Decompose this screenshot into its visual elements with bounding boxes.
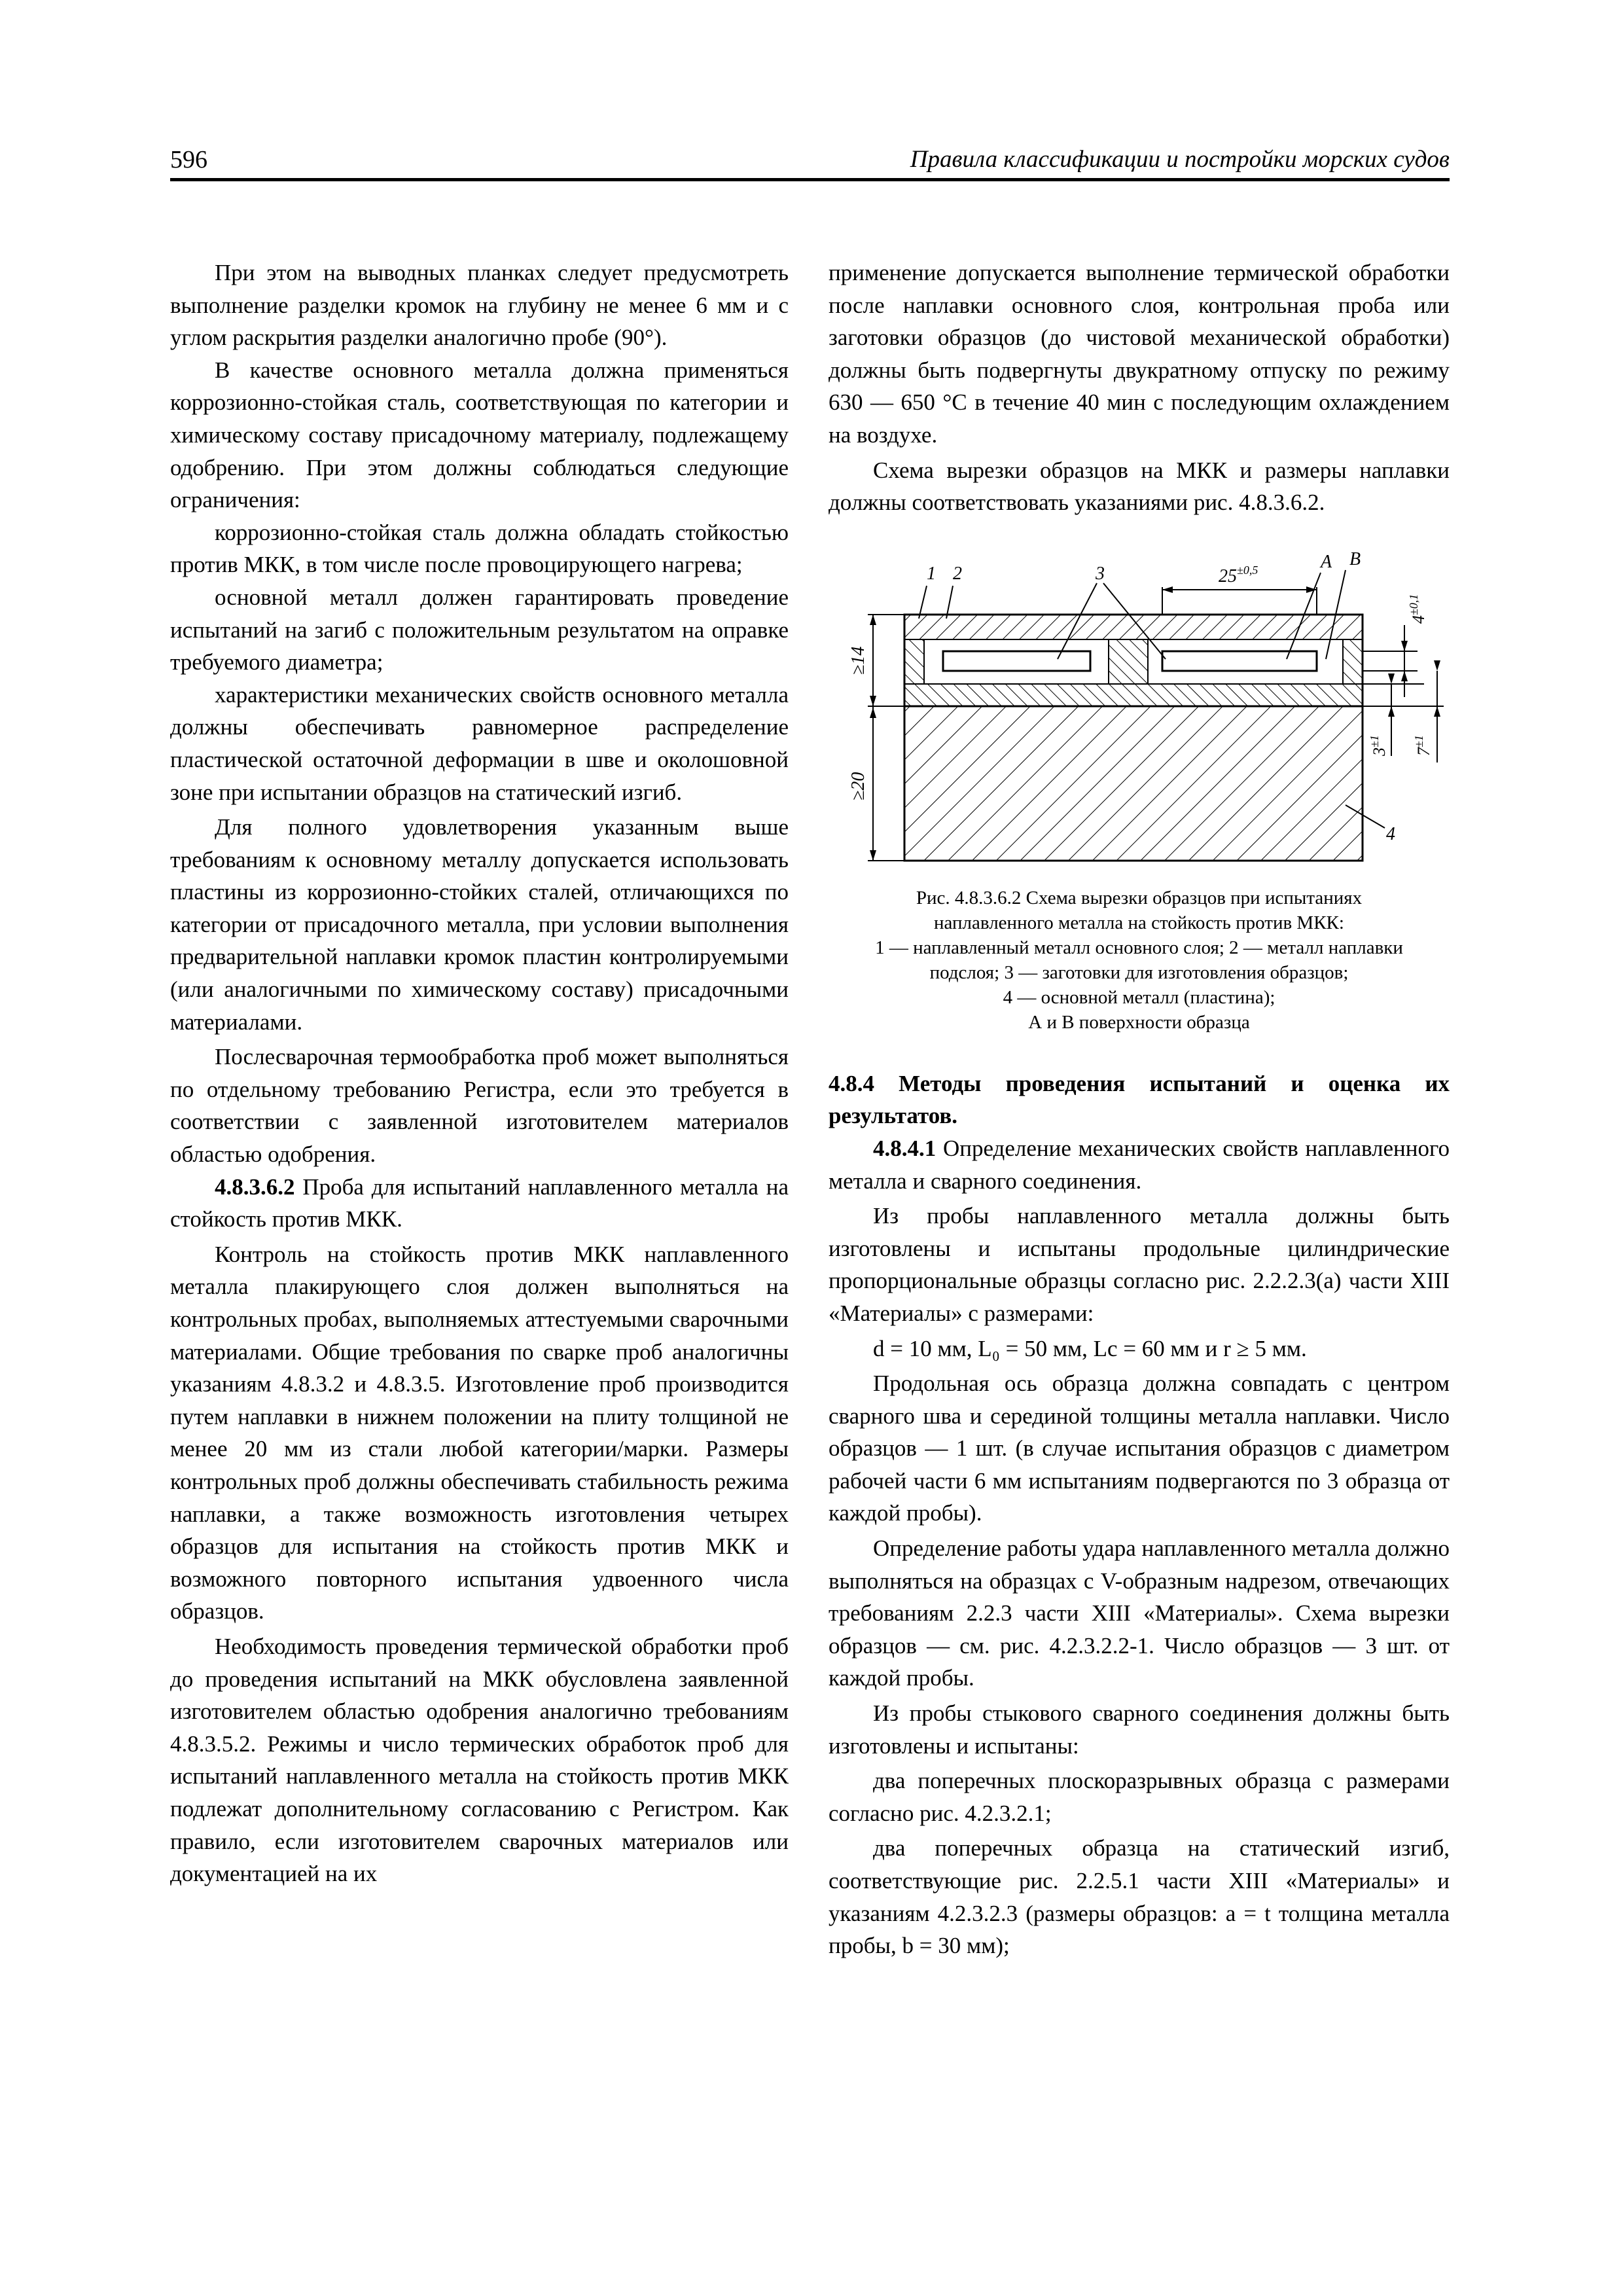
page-number: 596 (170, 146, 207, 173)
dim-7: $7^{\pm 1}$ (1412, 734, 1433, 756)
subsection-text: Определение механических свойств наплавленного металла и сварного соединения. (829, 1135, 1450, 1194)
running-title: Правила классификации и постройки морских судов (910, 146, 1450, 173)
bottom-hatch-band (904, 684, 1363, 706)
section-heading: 4.8.4 Методы проведения испытаний и оценка их результатов. (829, 1070, 1450, 1129)
dim-3: $3^{\pm 1}$ (1368, 734, 1389, 756)
paragraph: Из пробы стыкового сварного соединения должны быть изготовлены и испытаны: (829, 1700, 1450, 1759)
subsection-paragraph (829, 1132, 1450, 1197)
paragraph: Определение работы удара наплавленного металла должно выполняться на образцах с V-образным надрезом, отвечающих требованиям 2.2.3 части XIII «Материалы». Схема вырезки образцов — см. рис. 4.2.3.2.2-1. Число образцов — 3 шт. от каждой пробы. (829, 1535, 1450, 1691)
right-column (829, 257, 1450, 1962)
paragraph: При этом на выводных планках следует предусмотреть выполнение разделки кромок на глубину не менее 6 мм и с углом раскрытия разделки аналогично пробе (90°). (170, 260, 789, 351)
paragraph: В качестве основного металла должна применяться коррозионно-стойкая сталь, соответствующая по категории и химическому составу присадочному материалу, подлежащему одобрению. При этом должны соблюдаться следующие ограничения: (170, 357, 789, 513)
figure-sample-cutting-scheme (829, 547, 1450, 880)
header-rule (170, 178, 1450, 181)
caption-line: А и В поверхности образца (1028, 1011, 1250, 1033)
middle-hatch-band (1109, 639, 1148, 684)
dim-14: ≥14 (848, 646, 868, 675)
caption-line: подслоя; 3 — заготовки для изготовления образцов; (929, 961, 1349, 983)
formula-line: d = 10 мм, L₀ = 50 мм, Lс = 60 мм и r ≥ 5 мм. (873, 1335, 1307, 1361)
paragraph: основной металл должен гарантировать проведение испытаний на загиб с положительным результатом на оправке требуемого диаметра; (170, 584, 789, 675)
paragraph: характеристики механических свойств основного металла должны обеспечивать равномерное распределение пластической остаточной деформации в шве и околошовной зоне при испытании образцов на статический изгиб. (170, 681, 789, 805)
caption-line: 4 — основной металл (пластина); (1003, 986, 1275, 1008)
paragraph: Из пробы наплавленного металла должны быть изготовлены и испытаны продольные цилиндрические пропорциональные образцы согласно рис. 2.2.2.3(а) части XIII «Материалы» с размерами: (829, 1203, 1450, 1326)
caption-line: 1 — наплавленный металл основного слоя; 2 — металл наплавки (875, 937, 1403, 958)
figure-caption (829, 886, 1450, 1035)
page-header (170, 145, 1450, 178)
paragraph: Для полного удовлетворения указанным выше требованиям к основному металлу допускается использовать пластины из коррозионно-стойких сталей, отличающихся по категории от присадочного металла, при условии выполнения предварительной наплавки кромок пластин контролируемыми (или аналогичными по химическому составу) присадочными материалами. (170, 814, 789, 1035)
paragraph: два поперечных образца на статический изгиб, соответствующие рис. 2.2.5.1 части XIII «Материалы» и указаниям 4.2.3.2.3 (размеры образцов: а = t толщина металла пробы, b = 30 мм); (829, 1835, 1450, 1959)
paragraph: Послесварочная термообработка проб может выполняться по отдельному требованию Регистра, если это требуется в соответствии с заявленной изготовителем материалов областью одобрения. (170, 1044, 789, 1168)
paragraph: применение допускается выполнение термической обработки после наплавки основного слоя, контрольная проба или заготовки образцов (до чистовой механической обработки) должны быть подвергнуты двукратному отпуску по режиму 630 — 650 °С в течение 40 мин с последующим охлаждением на воздухе. (829, 260, 1450, 448)
paragraph: Необходимость проведения термической обработки проб до проведения испытаний на МКК обусловлена заявленной изготовителем областью одобрения аналогично требованиям 4.8.3.5.2. Режимы и число термических обработок проб для испытаний наплавленного металла на стойкость против МКК подлежат дополнительному согласованию с Регистром. Как правило, если изготовителем сварочных материалов или документацией на их (170, 1633, 789, 1887)
subsection-number: 4.8.3.6.2 (215, 1174, 295, 1200)
label-3: 3 (1096, 563, 1105, 584)
dim-20: ≥20 (848, 772, 868, 800)
dim-4: $4^{\pm 0,1}$ (1407, 594, 1428, 624)
paragraph: два поперечных плоскоразрывных образца с размерами согласно рис. 4.2.3.2.1; (829, 1768, 1450, 1826)
paragraph: коррозионно-стойкая сталь должна обладать стойкостью против МКК, в том числе после провоцирующего нагрева; (170, 519, 789, 578)
paragraph: Схема вырезки образцов на МКК и размеры наплавки должны соответствовать указаниями рис. 4.8.3.6.2. (829, 457, 1450, 516)
left-column (170, 257, 789, 1890)
caption-line: Рис. 4.8.3.6.2 Схема вырезки образцов при испытаниях (916, 887, 1363, 908)
paragraph: Контроль на стойкость против МКК наплавленного металла плакирующего слоя должен выполняться на контрольных пробах, выполняемых аттестуемыми сварочными материалами. Общие требования по сварке проб аналогичны указаниям 4.8.3.2 и 4.8.3.5. Изготовление проб производится путем наплавки в нижнем положении на плиту толщиной не менее 20 мм из стали любой категории/марки. Размеры контрольных проб должны обеспечивать стабильность режима наплавки, а также возможность изготовления четырех образцов для испытания на стойкость против МКК и возможного повторного испытания удвоенного числа образцов. (170, 1241, 789, 1624)
dim-25: $25^{\pm 0,5}$ (1219, 563, 1258, 586)
right-hatch-band (1343, 639, 1363, 684)
top-hatch-band (904, 615, 1363, 639)
paragraph: Продольная ось образца должна совпадать с центром сварного шва и серединой толщины металла наплавки. Число образцов — 1 шт. (в случае испытания образцов с диаметром рабочей части 6 мм испытаниям подвергаются по 3 образца от каждой пробы). (829, 1371, 1450, 1526)
sample-blank-right (1162, 651, 1317, 671)
caption-line: наплавленного металла на стойкость против МКК: (934, 912, 1344, 933)
label-1: 1 (927, 563, 936, 584)
subsection-number: 4.8.4.1 (873, 1135, 936, 1161)
base-plate (904, 706, 1363, 861)
subsection-text: Проба для испытаний наплавленного металла на стойкость против МКК. (170, 1174, 789, 1232)
label-A: A (1321, 551, 1332, 572)
subsection-paragraph (170, 1171, 789, 1236)
label-2: 2 (953, 563, 962, 584)
left-hatch-band (904, 639, 924, 684)
sample-blank-left (943, 651, 1090, 671)
label-B: B (1349, 548, 1361, 569)
figure-drawing (829, 547, 1450, 880)
label-4: 4 (1386, 823, 1395, 844)
